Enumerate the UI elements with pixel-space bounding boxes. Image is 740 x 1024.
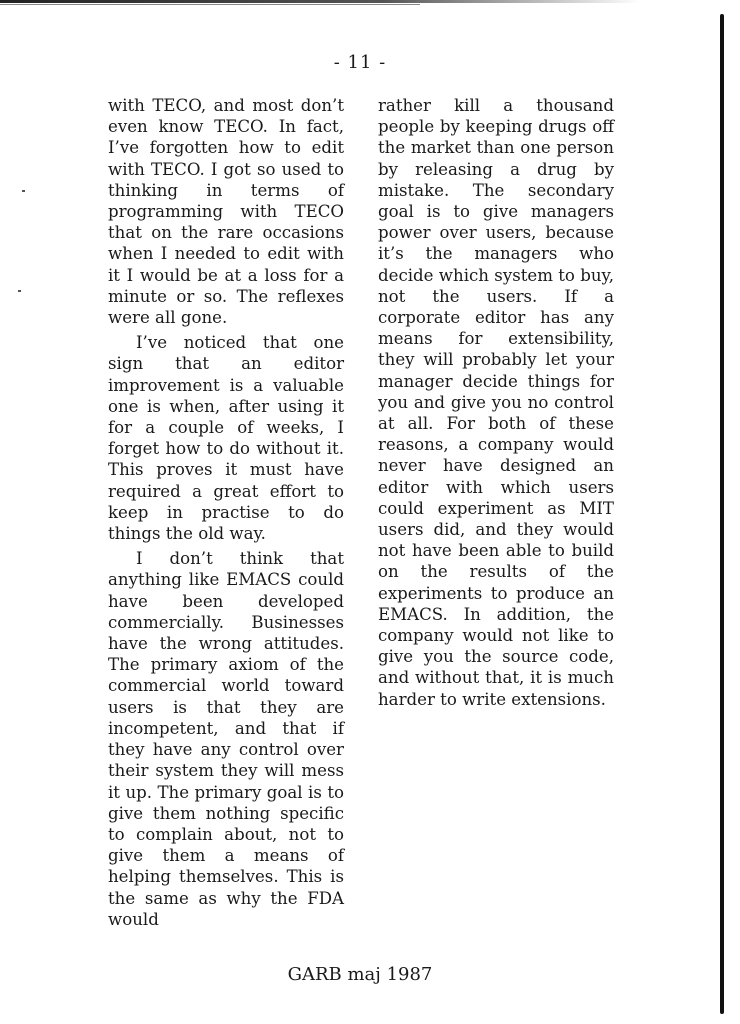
page-number: - 11 -	[333, 52, 387, 73]
text-column-left	[108, 95, 344, 930]
scan-edge-right	[720, 14, 724, 1014]
paragraph: I don’t think that anything like EMACS could have been developed commercially. Businesses have the wrong attitudes. The primary axiom of the commercial world toward users is that they are incompetent, and that if they have any control over their system they will mess it up. The primary goal is to give them nothing specific to complain about, not to give them a means of helping themselves. This is the same as why the FDA would	[108, 549, 344, 929]
scan-edge-top-line	[0, 4, 420, 5]
paragraph: with TECO, and most don’t even know TECO. In fact, I’ve forgotten how to edit with TECO. I got so used to thinking in terms of programming with TECO that on the rare occasions when I needed to edit with it I would be at a loss for a minute or so. The reflexes were all gone.	[108, 96, 344, 328]
scan-speck	[18, 290, 21, 292]
scan-speck	[22, 190, 25, 192]
text-column-right	[378, 95, 614, 710]
page-footer: GARB maj 1987	[287, 964, 433, 985]
paragraph: rather kill a thousand people by keeping drugs off the market than one person by releasing a drug by mistake. The secondary goal is to give managers power over users, because it’s the managers who decide which system to buy, not the users. If a corporate editor has any means for extensibility, they will probably let your manager decide things for you and give you no control at all. For both of these reasons, a company would never have designed an editor with which users could experiment as MIT users did, and they would not have been able to build on the results of the experiments to produce an EMACS. In addition, the company would not like to give you the source code, and without that, it is much harder to write extensions.	[378, 96, 614, 709]
scan-edge-top	[0, 0, 640, 3]
paragraph: I’ve noticed that one sign that an editor improvement is a valuable one is when, after using it for a couple of weeks, I forget how to do without it. This proves it must have required a great effort to keep in practise to do things the old way.	[108, 333, 344, 544]
